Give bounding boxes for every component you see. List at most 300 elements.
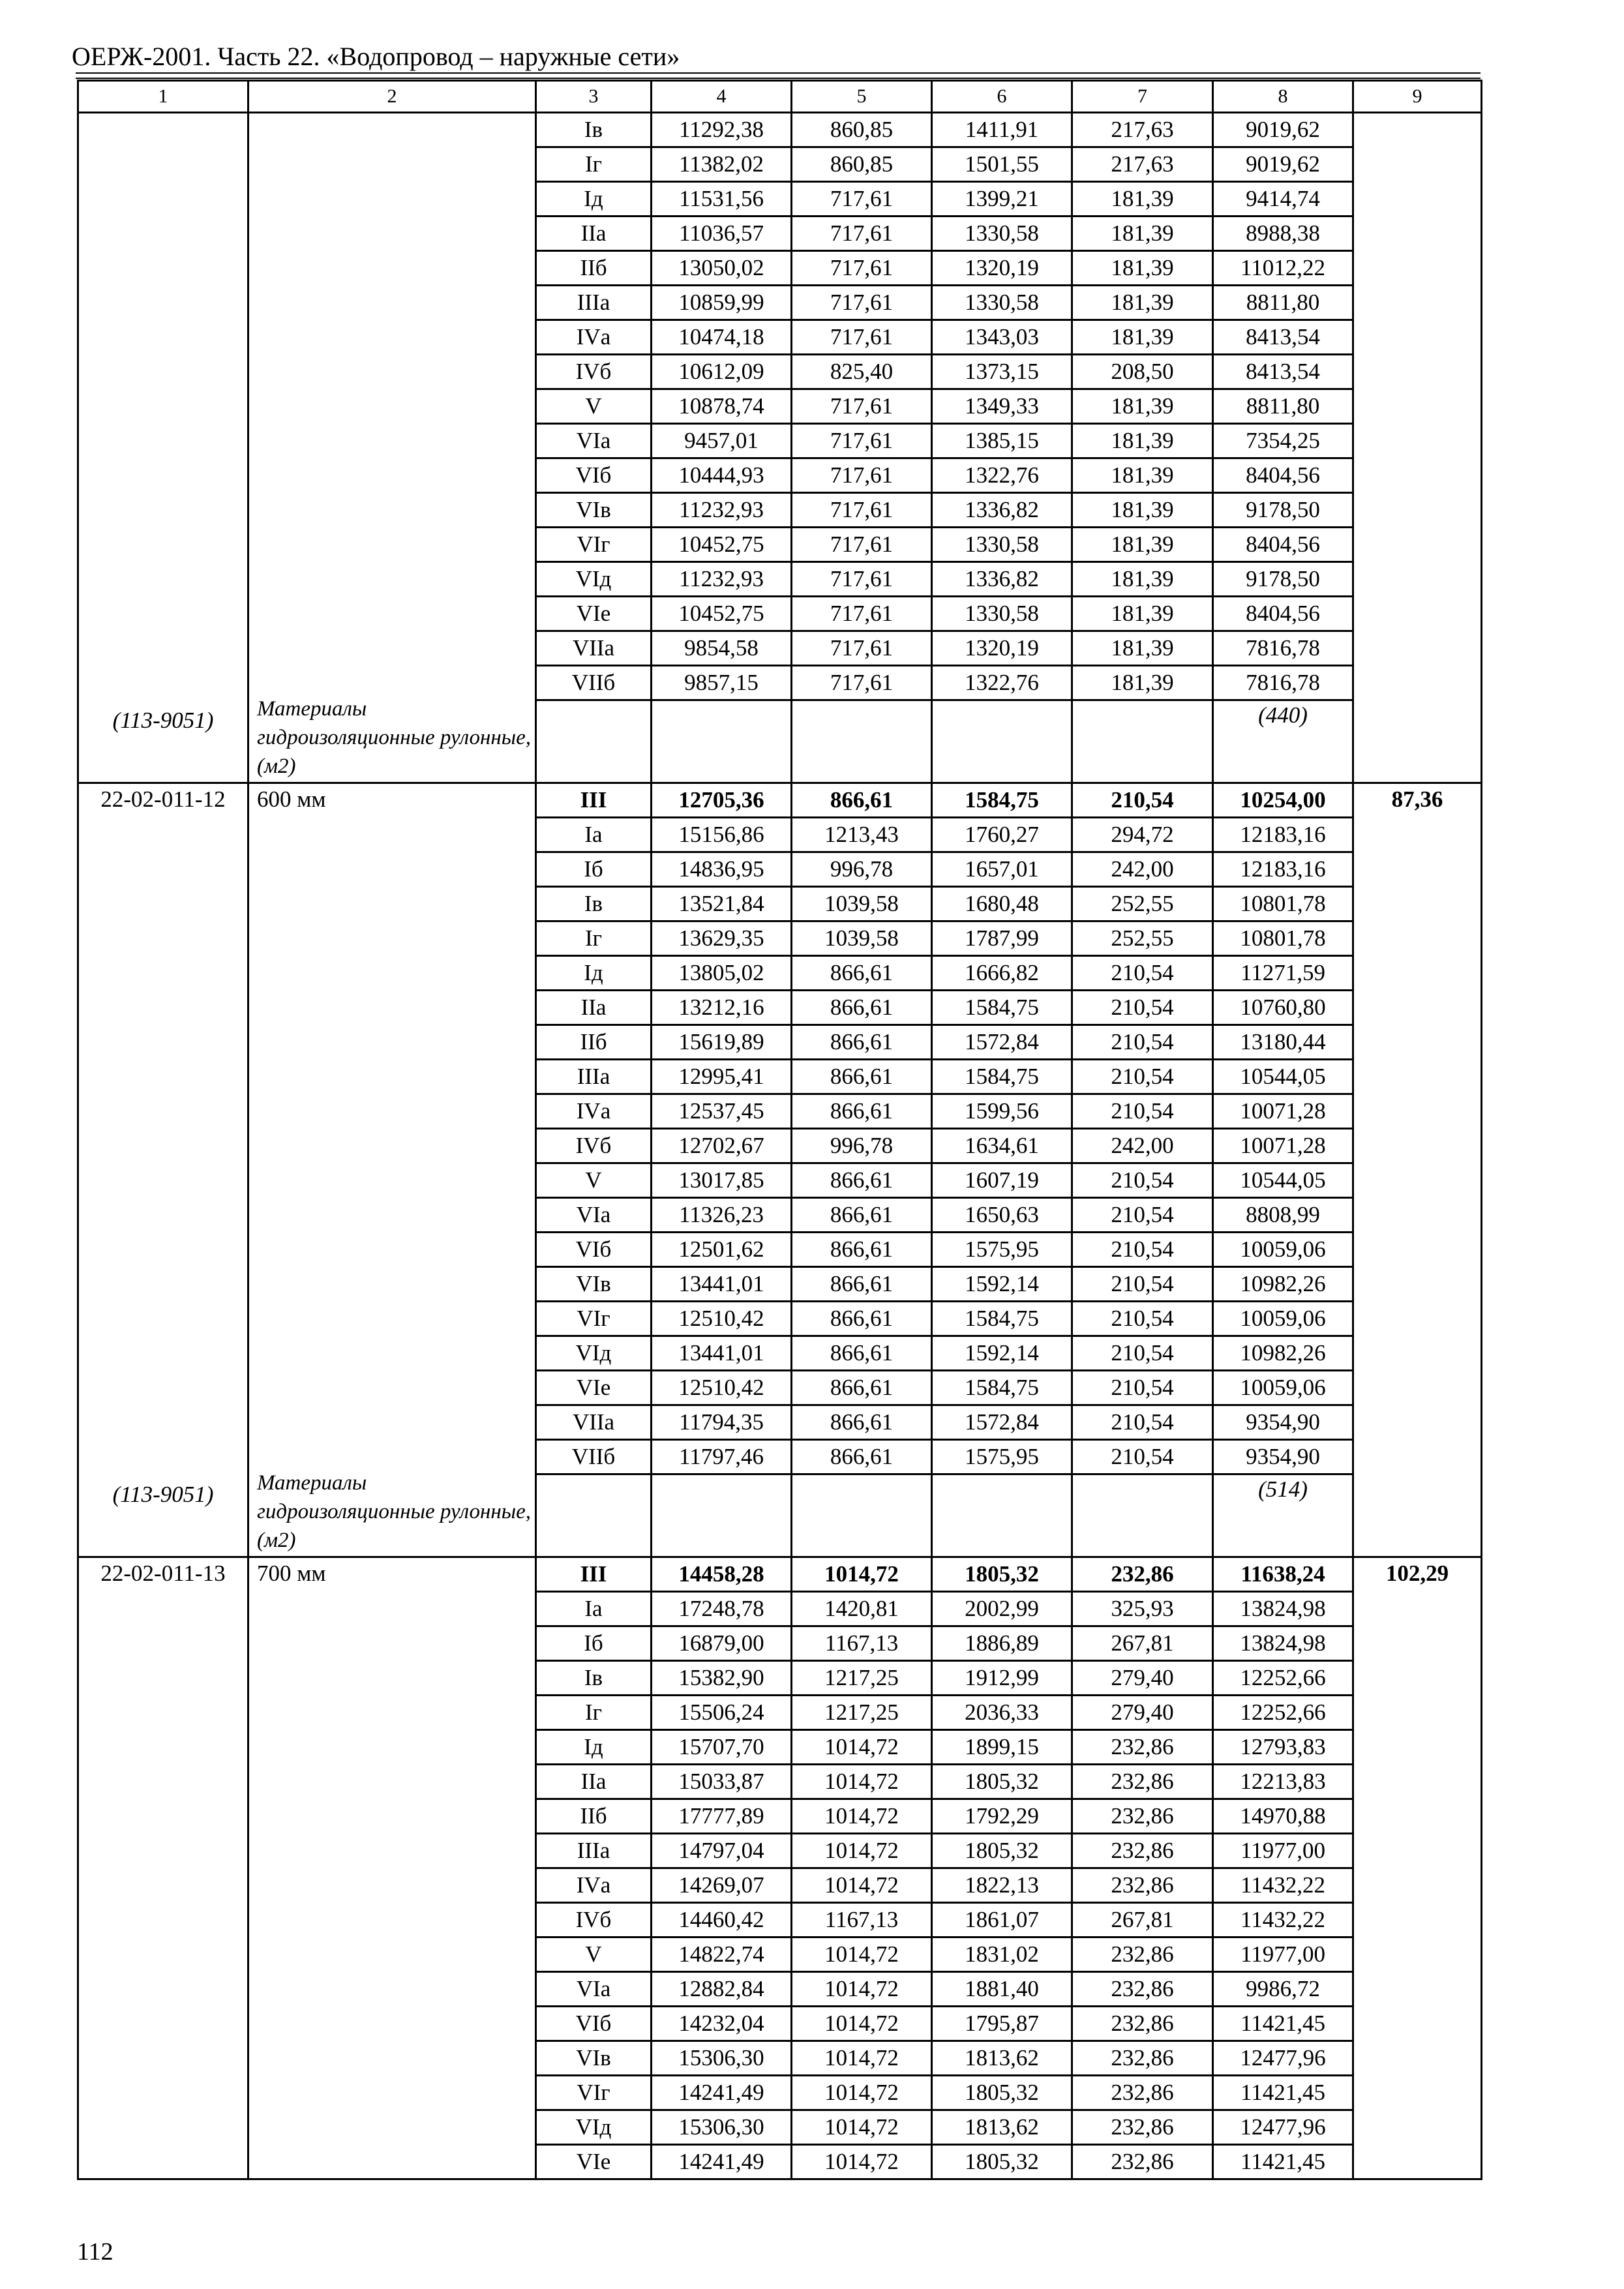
zone-cell: IVб [536, 1903, 652, 1937]
value-cell-col6: 1899,15 [932, 1730, 1072, 1765]
value-cell-col4: 13050,02 [652, 251, 792, 286]
value-cell-col5: 1014,72 [792, 1972, 932, 2007]
value-cell-col4: 14232,04 [652, 2007, 792, 2041]
zone-cell: VIIа [536, 631, 652, 666]
value-cell-col6: 1330,58 [932, 217, 1072, 251]
zone-cell: Iб [536, 1626, 652, 1661]
value-cell-col5: 717,61 [792, 182, 932, 217]
column9-cell [1353, 1557, 1482, 2179]
zone-cell: Iа [536, 818, 652, 852]
value-cell-col5: 717,61 [792, 251, 932, 286]
zone-cell: VIб [536, 1233, 652, 1267]
note-material-code: (113-9051) [112, 1482, 214, 1507]
value-cell-col8: 8404,56 [1213, 458, 1353, 493]
zone-cell: V [536, 1163, 652, 1198]
zone-cell: VIг [536, 528, 652, 562]
value-cell-col8: 11421,45 [1213, 2007, 1353, 2041]
value-cell-col5: 1167,13 [792, 1626, 932, 1661]
name-cell [248, 113, 536, 783]
value-cell-col5: 1014,72 [792, 1730, 932, 1765]
column9-cell [1353, 783, 1482, 1557]
zone-cell: VIа [536, 1972, 652, 2007]
zone-cell: IIб [536, 1025, 652, 1060]
value-cell-col4: 11382,02 [652, 147, 792, 182]
value-cell-col8: 7816,78 [1213, 631, 1353, 666]
price-table [77, 80, 1482, 2180]
value-cell-col5: 1039,58 [792, 921, 932, 956]
value-cell-col7: 232,86 [1072, 2145, 1213, 2179]
value-cell-col4: 12882,84 [652, 1972, 792, 2007]
value-cell-col8: 11012,22 [1213, 251, 1353, 286]
value-cell-col5: 866,61 [792, 991, 932, 1025]
zone-cell: IIа [536, 217, 652, 251]
value-cell-col5: 1014,72 [792, 1868, 932, 1903]
value-cell-col4: 10612,09 [652, 355, 792, 389]
value-cell-col4: 13017,85 [652, 1163, 792, 1198]
value-cell-col4: 14241,49 [652, 2145, 792, 2179]
value-cell-col5: 1014,72 [792, 1765, 932, 1799]
value-cell-col7: 210,54 [1072, 1405, 1213, 1440]
column-number: 6 [932, 81, 1072, 113]
zone-cell: VIIб [536, 1440, 652, 1474]
value-cell-col4: 16879,00 [652, 1626, 792, 1661]
value-cell-col6: 1795,87 [932, 2007, 1072, 2041]
value-cell-col8: 13180,44 [1213, 1025, 1353, 1060]
value-cell-col8: 11271,59 [1213, 956, 1353, 991]
value-cell-col4: 9854,58 [652, 631, 792, 666]
value-cell-col8: 12183,16 [1213, 818, 1353, 852]
value-cell-col7: 210,54 [1072, 783, 1213, 818]
zone-cell: IIб [536, 1799, 652, 1834]
value-cell-col6: 1411,91 [932, 113, 1072, 147]
value-cell-col4: 11794,35 [652, 1405, 792, 1440]
position-code: 22-02-011-13 [100, 1561, 226, 1586]
value-cell-col8: 10254,00 [1213, 783, 1353, 818]
value-cell-col8: 12252,66 [1213, 1661, 1353, 1696]
value-cell-col6: 1320,19 [932, 251, 1072, 286]
zone-cell: VIб [536, 2007, 652, 2041]
value-cell-col4: 17248,78 [652, 1592, 792, 1626]
value-cell-col7: 232,86 [1072, 1730, 1213, 1765]
value-cell-col8: 12183,16 [1213, 852, 1353, 887]
value-cell-col8: 8404,56 [1213, 597, 1353, 631]
note-cell [536, 700, 652, 783]
value-cell-col5: 1213,43 [792, 818, 932, 852]
value-cell-col4: 15382,90 [652, 1661, 792, 1696]
zone-cell: VIв [536, 493, 652, 528]
note-value: (514) [1258, 1476, 1308, 1502]
value-cell-col7: 181,39 [1072, 597, 1213, 631]
column-number: 9 [1353, 81, 1482, 113]
value-cell-col5: 1014,72 [792, 2041, 932, 2076]
zone-cell: IVб [536, 1129, 652, 1163]
value-cell-col8: 8988,38 [1213, 217, 1353, 251]
value-cell-col6: 1330,58 [932, 528, 1072, 562]
value-cell-col4: 13521,84 [652, 887, 792, 921]
value-cell-col8: 10071,28 [1213, 1129, 1353, 1163]
value-cell-col4: 14460,42 [652, 1903, 792, 1937]
value-cell-col5: 860,85 [792, 113, 932, 147]
value-cell-col6: 1592,14 [932, 1336, 1072, 1371]
value-cell-col8: 10059,06 [1213, 1302, 1353, 1336]
value-cell-col8: 9019,62 [1213, 147, 1353, 182]
value-cell-col6: 1861,07 [932, 1903, 1072, 1937]
value-cell-col4: 13805,02 [652, 956, 792, 991]
value-cell-col4: 14822,74 [652, 1937, 792, 1972]
value-cell-col7: 210,54 [1072, 1198, 1213, 1233]
value-cell-col7: 242,00 [1072, 852, 1213, 887]
value-cell-col6: 1584,75 [932, 1371, 1072, 1405]
zone-cell: Iг [536, 147, 652, 182]
value-cell-col7: 210,54 [1072, 1267, 1213, 1302]
value-cell-col5: 1167,13 [792, 1903, 932, 1937]
value-cell-col8: 9354,90 [1213, 1405, 1353, 1440]
value-cell-col8: 11421,45 [1213, 2145, 1353, 2179]
value-cell-col7: 210,54 [1072, 1336, 1213, 1371]
value-cell-col8: 9178,50 [1213, 562, 1353, 597]
zone-cell: Iг [536, 921, 652, 956]
value-cell-col6: 1805,32 [932, 1834, 1072, 1868]
value-cell-col6: 1805,32 [932, 1765, 1072, 1799]
zone-cell: VIг [536, 1302, 652, 1336]
value-cell-col6: 1813,62 [932, 2041, 1072, 2076]
value-cell-col7: 210,54 [1072, 1302, 1213, 1336]
value-cell-col7: 210,54 [1072, 1163, 1213, 1198]
zone-cell: IIIа [536, 286, 652, 320]
zone-cell: VIд [536, 562, 652, 597]
value-cell-col8: 8413,54 [1213, 320, 1353, 355]
value-cell-col6: 1912,99 [932, 1661, 1072, 1696]
value-cell-col4: 10452,75 [652, 528, 792, 562]
value-cell-col4: 12501,62 [652, 1233, 792, 1267]
value-cell-col8: 11421,45 [1213, 2076, 1353, 2110]
zone-cell: IVа [536, 1868, 652, 1903]
column-number-row [78, 81, 1482, 113]
value-cell-col8: 11638,24 [1213, 1557, 1353, 1592]
value-cell-col8: 10059,06 [1213, 1371, 1353, 1405]
value-cell-col4: 12510,42 [652, 1371, 792, 1405]
value-cell-col7: 181,39 [1072, 562, 1213, 597]
value-cell-col8: 12477,96 [1213, 2041, 1353, 2076]
value-cell-col6: 1584,75 [932, 783, 1072, 818]
value-cell-col6: 1343,03 [932, 320, 1072, 355]
value-cell-col4: 11326,23 [652, 1198, 792, 1233]
value-cell-col5: 717,61 [792, 666, 932, 700]
value-cell-col5: 866,61 [792, 1267, 932, 1302]
value-cell-col7: 181,39 [1072, 286, 1213, 320]
value-cell-col5: 866,61 [792, 1094, 932, 1129]
zone-cell: VIв [536, 1267, 652, 1302]
value-cell-col6: 2036,33 [932, 1696, 1072, 1730]
value-cell-col7: 232,86 [1072, 2076, 1213, 2110]
value-cell-col4: 13441,01 [652, 1336, 792, 1371]
value-cell-col6: 1385,15 [932, 424, 1072, 458]
zone-cell: V [536, 1937, 652, 1972]
value-cell-col8: 10544,05 [1213, 1060, 1353, 1094]
value-cell-col5: 717,61 [792, 286, 932, 320]
value-cell-col8: 13824,98 [1213, 1592, 1353, 1626]
value-cell-col8: 10544,05 [1213, 1163, 1353, 1198]
value-cell-col7: 181,39 [1072, 458, 1213, 493]
value-cell-col4: 13441,01 [652, 1267, 792, 1302]
value-cell-col7: 252,55 [1072, 921, 1213, 956]
value-cell-col6: 1330,58 [932, 597, 1072, 631]
zone-cell: VIе [536, 597, 652, 631]
note-cell [792, 1474, 932, 1557]
value-cell-col8: 8413,54 [1213, 355, 1353, 389]
value-cell-col7: 181,39 [1072, 424, 1213, 458]
table-row [78, 1557, 1482, 1592]
value-cell-col8: 11977,00 [1213, 1937, 1353, 1972]
value-cell-col4: 10878,74 [652, 389, 792, 424]
value-cell-col6: 1572,84 [932, 1405, 1072, 1440]
table-row [78, 113, 1482, 147]
zone-cell: III [536, 1557, 652, 1592]
value-cell-col5: 825,40 [792, 355, 932, 389]
value-cell-col5: 866,61 [792, 1336, 932, 1371]
value-cell-col6: 1501,55 [932, 147, 1072, 182]
page-number: 112 [77, 2238, 113, 2266]
value-cell-col4: 15306,30 [652, 2041, 792, 2076]
zone-cell: VIб [536, 458, 652, 493]
position-code: 22-02-011-12 [100, 786, 226, 812]
value-cell-col5: 717,61 [792, 320, 932, 355]
value-cell-col4: 12995,41 [652, 1060, 792, 1094]
zone-cell: VIIа [536, 1405, 652, 1440]
value-cell-col4: 14797,04 [652, 1834, 792, 1868]
zone-cell: Iг [536, 1696, 652, 1730]
zone-cell: IVб [536, 355, 652, 389]
value-cell-col6: 1575,95 [932, 1233, 1072, 1267]
value-cell-col7: 208,50 [1072, 355, 1213, 389]
value-cell-col4: 11292,38 [652, 113, 792, 147]
value-cell-col7: 217,63 [1072, 113, 1213, 147]
value-cell-col6: 1584,75 [932, 1060, 1072, 1094]
note-value: (440) [1258, 702, 1308, 728]
value-cell-col5: 717,61 [792, 389, 932, 424]
value-cell-col8: 12213,83 [1213, 1765, 1353, 1799]
position-name: 700 мм [257, 1561, 326, 1586]
zone-cell: Iб [536, 852, 652, 887]
value-cell-col8: 11432,22 [1213, 1868, 1353, 1903]
value-cell-col7: 232,86 [1072, 1972, 1213, 2007]
zone-cell: VIд [536, 2110, 652, 2145]
value-cell-col4: 10444,93 [652, 458, 792, 493]
value-cell-col4: 17777,89 [652, 1799, 792, 1834]
value-cell-col5: 996,78 [792, 852, 932, 887]
value-cell-col6: 1666,82 [932, 956, 1072, 991]
value-cell-col8: 13824,98 [1213, 1626, 1353, 1661]
value-cell-col8: 8811,80 [1213, 389, 1353, 424]
value-cell-col5: 866,61 [792, 1198, 932, 1233]
value-cell-col8: 9414,74 [1213, 182, 1353, 217]
note-cell [792, 700, 932, 783]
zone-cell: IIIа [536, 1060, 652, 1094]
value-cell-col7: 210,54 [1072, 1025, 1213, 1060]
zone-cell: Iд [536, 1730, 652, 1765]
value-cell-col4: 12510,42 [652, 1302, 792, 1336]
value-cell-col7: 181,39 [1072, 389, 1213, 424]
zone-cell: Iв [536, 1661, 652, 1696]
value-cell-col8: 10059,06 [1213, 1233, 1353, 1267]
value-cell-col7: 232,86 [1072, 2041, 1213, 2076]
zone-cell: IVа [536, 1094, 652, 1129]
value-cell-col5: 1039,58 [792, 887, 932, 921]
note-cell [932, 700, 1072, 783]
column-number: 3 [536, 81, 652, 113]
value-cell-col5: 866,61 [792, 783, 932, 818]
value-cell-col5: 717,61 [792, 562, 932, 597]
value-cell-col7: 252,55 [1072, 887, 1213, 921]
column9-cell [1353, 113, 1482, 783]
value-cell-col5: 1014,72 [792, 1834, 932, 1868]
header-rule-double [76, 78, 1481, 79]
value-cell-col8: 10071,28 [1213, 1094, 1353, 1129]
value-cell-col5: 717,61 [792, 458, 932, 493]
value-cell-col4: 12537,45 [652, 1094, 792, 1129]
value-cell-col7: 232,86 [1072, 1765, 1213, 1799]
value-cell-col4: 13212,16 [652, 991, 792, 1025]
value-cell-col6: 1886,89 [932, 1626, 1072, 1661]
value-cell-col8: 11977,00 [1213, 1834, 1353, 1868]
value-cell-col5: 866,61 [792, 1302, 932, 1336]
zone-cell: V [536, 389, 652, 424]
page-header: ОЕРЖ-2001. Часть 22. «Водопровод – наружные сети» [72, 42, 680, 71]
value-cell-col5: 1217,25 [792, 1696, 932, 1730]
note-cell [536, 1474, 652, 1557]
value-cell-col6: 2002,99 [932, 1592, 1072, 1626]
value-cell-col7: 181,39 [1072, 493, 1213, 528]
value-cell-col5: 717,61 [792, 424, 932, 458]
zone-cell: IIа [536, 991, 652, 1025]
value-cell-col6: 1881,40 [932, 1972, 1072, 2007]
zone-cell: III [536, 783, 652, 818]
value-cell-col8: 10982,26 [1213, 1267, 1353, 1302]
value-cell-col7: 279,40 [1072, 1696, 1213, 1730]
value-cell-col4: 14458,28 [652, 1557, 792, 1592]
value-cell-col4: 10474,18 [652, 320, 792, 355]
value-cell-col8: 8808,99 [1213, 1198, 1353, 1233]
column-number: 1 [78, 81, 248, 113]
value-cell-col6: 1572,84 [932, 1025, 1072, 1060]
column-number: 7 [1072, 81, 1213, 113]
column9-value: 102,29 [1385, 1561, 1449, 1586]
zone-cell: Iв [536, 887, 652, 921]
value-cell-col4: 14269,07 [652, 1868, 792, 1903]
value-cell-col7: 217,63 [1072, 147, 1213, 182]
value-cell-col7: 181,39 [1072, 631, 1213, 666]
value-cell-col8: 10760,80 [1213, 991, 1353, 1025]
value-cell-col7: 232,86 [1072, 1868, 1213, 1903]
value-cell-col5: 866,61 [792, 1060, 932, 1094]
value-cell-col6: 1805,32 [932, 1557, 1072, 1592]
value-cell-col4: 15033,87 [652, 1765, 792, 1799]
value-cell-col6: 1805,32 [932, 2145, 1072, 2179]
zone-cell: VIг [536, 2076, 652, 2110]
value-cell-col8: 9178,50 [1213, 493, 1353, 528]
note-cell [652, 700, 792, 783]
zone-cell: IIа [536, 1765, 652, 1799]
value-cell-col7: 279,40 [1072, 1661, 1213, 1696]
value-cell-col8: 9986,72 [1213, 1972, 1353, 2007]
note-material-name: Материалы гидроизоляционные рулонные, (м2) [257, 1471, 532, 1552]
value-cell-col6: 1330,58 [932, 286, 1072, 320]
value-cell-col7: 267,81 [1072, 1903, 1213, 1937]
value-cell-col6: 1650,63 [932, 1198, 1072, 1233]
value-cell-col4: 11797,46 [652, 1440, 792, 1474]
code-cell [78, 1557, 248, 2179]
column-number: 5 [792, 81, 932, 113]
value-cell-col7: 232,86 [1072, 2007, 1213, 2041]
value-cell-col8: 9354,90 [1213, 1440, 1353, 1474]
value-cell-col6: 1575,95 [932, 1440, 1072, 1474]
value-cell-col5: 1014,72 [792, 2110, 932, 2145]
value-cell-col5: 1014,72 [792, 1799, 932, 1834]
value-cell-col4: 12702,67 [652, 1129, 792, 1163]
value-cell-col8: 7354,25 [1213, 424, 1353, 458]
note-cell [932, 1474, 1072, 1557]
value-cell-col7: 210,54 [1072, 1233, 1213, 1267]
column-number: 4 [652, 81, 792, 113]
name-cell [248, 783, 536, 1557]
value-cell-col8: 12477,96 [1213, 2110, 1353, 2145]
value-cell-col4: 15306,30 [652, 2110, 792, 2145]
zone-cell: VIв [536, 2041, 652, 2076]
name-cell [248, 1557, 536, 2179]
value-cell-col6: 1349,33 [932, 389, 1072, 424]
note-cell [1072, 1474, 1213, 1557]
header-rule [76, 72, 1481, 74]
value-cell-col5: 717,61 [792, 528, 932, 562]
value-cell-col4: 11232,93 [652, 562, 792, 597]
value-cell-col7: 210,54 [1072, 991, 1213, 1025]
value-cell-col4: 14836,95 [652, 852, 792, 887]
value-cell-col5: 1217,25 [792, 1661, 932, 1696]
value-cell-col5: 717,61 [792, 597, 932, 631]
value-cell-col6: 1634,61 [932, 1129, 1072, 1163]
value-cell-col5: 1014,72 [792, 2145, 932, 2179]
value-cell-col5: 1014,72 [792, 1557, 932, 1592]
code-cell [78, 783, 248, 1557]
value-cell-col8: 10801,78 [1213, 921, 1353, 956]
value-cell-col6: 1399,21 [932, 182, 1072, 217]
zone-cell: IIб [536, 251, 652, 286]
value-cell-col8: 10801,78 [1213, 887, 1353, 921]
value-cell-col5: 866,61 [792, 956, 932, 991]
value-cell-col5: 860,85 [792, 147, 932, 182]
value-cell-col7: 181,39 [1072, 217, 1213, 251]
value-cell-col5: 866,61 [792, 1371, 932, 1405]
value-cell-col4: 15707,70 [652, 1730, 792, 1765]
zone-cell: VIа [536, 1198, 652, 1233]
value-cell-col7: 210,54 [1072, 956, 1213, 991]
value-cell-col8: 8404,56 [1213, 528, 1353, 562]
zone-cell: VIе [536, 2145, 652, 2179]
value-cell-col5: 717,61 [792, 493, 932, 528]
value-cell-col7: 181,39 [1072, 666, 1213, 700]
value-cell-col7: 232,86 [1072, 1557, 1213, 1592]
zone-cell: Iв [536, 113, 652, 147]
value-cell-col8: 9019,62 [1213, 113, 1353, 147]
value-cell-col4: 9457,01 [652, 424, 792, 458]
note-material-name: Материалы гидроизоляционные рулонные, (м2) [257, 697, 532, 778]
code-cell [78, 113, 248, 783]
value-cell-col7: 232,86 [1072, 1937, 1213, 1972]
value-cell-col6: 1760,27 [932, 818, 1072, 852]
value-cell-col6: 1813,62 [932, 2110, 1072, 2145]
zone-cell: VIе [536, 1371, 652, 1405]
value-cell-col6: 1322,76 [932, 666, 1072, 700]
